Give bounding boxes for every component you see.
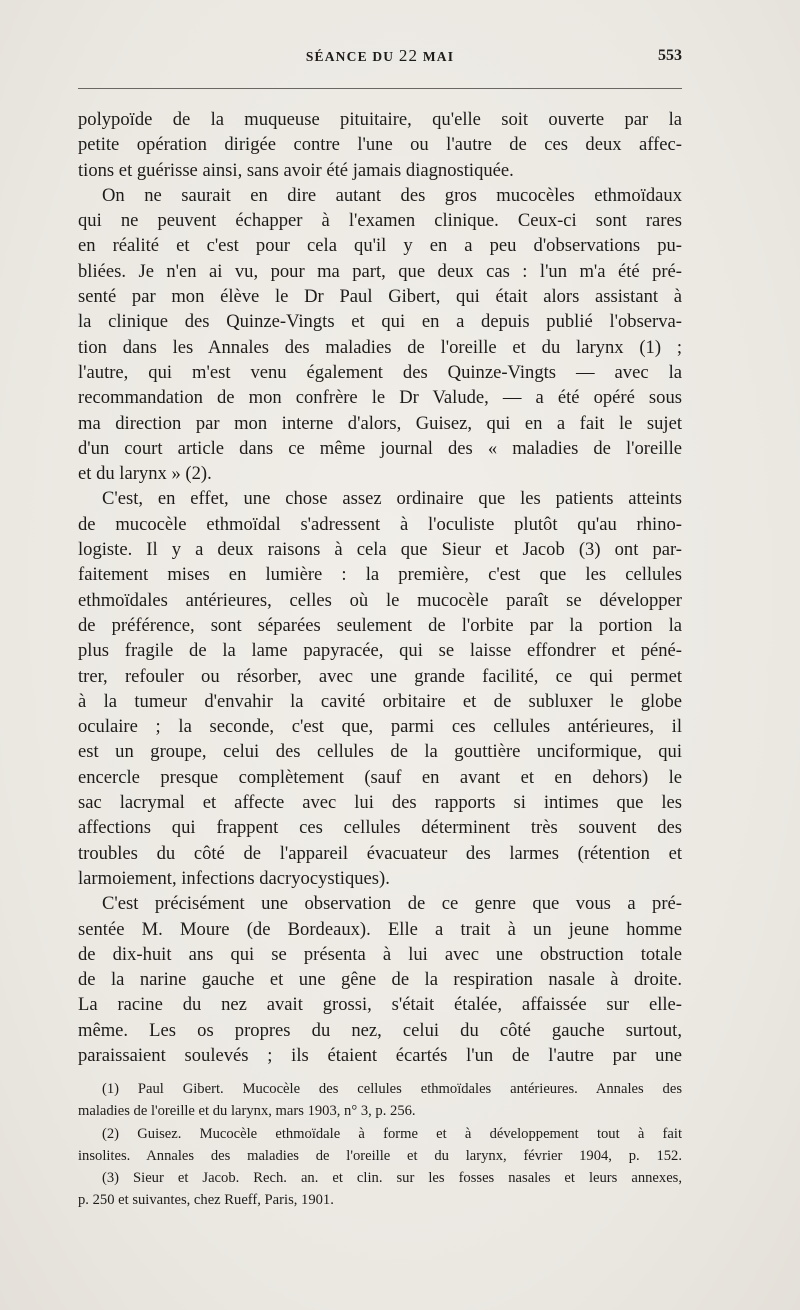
text-line: petite opération dirigée contre l'une ou l'autre de ces deux affec-	[78, 134, 682, 156]
text-line: la clinique des Quinze-Vingts et qui en a depuis publié l'observa-	[78, 311, 682, 333]
text-line: et du larynx » (2).	[78, 463, 212, 485]
footnote-line: insolites. Annales des maladies de l'oreille et du larynx, février 1904, p. 152.	[78, 1147, 682, 1164]
header-rule	[78, 88, 682, 89]
running-title-pre: SÉANCE DU	[305, 49, 395, 64]
footnotes	[78, 1078, 682, 1212]
running-head	[78, 46, 682, 74]
footnote-line: (3) Sieur et Jacob. Rech. an. et clin. sur les fosses nasales et leurs annexes,	[102, 1170, 682, 1187]
text-line: senté par mon élève le Dr Paul Gibert, qui était alors assistant à	[78, 286, 682, 308]
text-line: encercle presque complètement (sauf en avant et en dehors) le	[78, 766, 682, 788]
text-line: tions et guérisse ainsi, sans avoir été jamais diagnostiquée.	[78, 159, 514, 181]
text-line: l'autre, qui m'est venu également des Quinze-Vingts — avec la	[78, 361, 682, 383]
footnote-line: (2) Guisez. Mucocèle ethmoïdale à forme et à développement tout à fait	[102, 1125, 682, 1142]
footnote-line: (1) Paul Gibert. Mucocèle des cellules ethmoïdales antérieures. Annales des	[102, 1081, 682, 1097]
text-line: larmoiement, infections dacryocystiques).	[78, 867, 390, 889]
text-line: ethmoïdales antérieures, celles où le mucocèle paraît se développer	[78, 589, 682, 611]
text-line: ma direction par mon interne d'alors, Guisez, qui en a fait le sujet	[78, 412, 682, 434]
text-line: faitement mises en lumière : la première, c'est que les cellules	[78, 564, 682, 586]
text-line: trer, refouler ou résorber, avec une grande facilité, ce qui permet	[78, 665, 682, 687]
text-line: troubles du côté de l'appareil évacuateur des larmes (rétention et	[78, 842, 682, 864]
body-text	[78, 107, 682, 1068]
text-line: paraissaient soulevés ; ils étaient écartés l'un de l'autre par une	[78, 1044, 682, 1066]
text-line: logiste. Il y a deux raisons à cela que Sieur et Jacob (3) ont par-	[78, 539, 682, 561]
text-line: C'est précisément une observation de ce genre que vous a pré-	[102, 893, 682, 915]
text-line: de préférence, sont séparées seulement de l'orbite par la portion la	[78, 614, 682, 636]
text-line: est un groupe, celui des cellules de la gouttière unciformique, qui	[78, 741, 682, 763]
footnote-line: maladies de l'oreille et du larynx, mars 1903, n° 3, p. 256.	[78, 1103, 416, 1120]
text-line: de dix-huit ans qui se présenta à lui avec une obstruction totale	[78, 943, 682, 965]
text-line: tion dans les Annales des maladies de l'oreille et du larynx (1) ;	[78, 336, 682, 358]
text-line: de mucocèle ethmoïdal s'adressent à l'oculiste plutôt qu'au rhino-	[78, 513, 682, 535]
page-number: 553	[658, 47, 682, 64]
text-line: sac lacrymal et affecte avec lui des rapports si intimes que les	[78, 792, 682, 814]
text-line: de la narine gauche et une gêne de la respiration nasale à droite.	[78, 969, 682, 991]
text-line: qui ne peuvent échapper à l'examen clinique. Ceux-ci sont rares	[78, 210, 682, 232]
text-line: La racine du nez avait grossi, s'était étalée, affaissée sur elle-	[78, 994, 682, 1016]
running-title-day: 22	[398, 46, 419, 65]
text-line: à la tumeur d'envahir la cavité orbitaire et de subluxer le globe	[78, 690, 682, 712]
text-line: en réalité et c'est pour cela qu'il y en a peu d'observations pu-	[78, 235, 682, 257]
text-line: polypoïde de la muqueuse pituitaire, qu'elle soit ouverte par la	[78, 109, 682, 130]
text-line: recommandation de mon confrère le Dr Valude, — a été opéré sous	[78, 387, 682, 409]
text-line: sentée M. Moure (de Bordeaux). Elle a trait à un jeune homme	[78, 918, 682, 940]
text-line: même. Les os propres du nez, celui du côté gauche surtout,	[78, 1019, 682, 1041]
text-line: bliées. Je n'en ai vu, pour ma part, que deux cas : l'un m'a été pré-	[78, 260, 682, 282]
text-line: affections qui frappent ces cellules déterminent très souvent des	[78, 817, 682, 839]
text-line: C'est, en effet, une chose assez ordinaire que les patients atteints	[102, 488, 682, 510]
running-title	[78, 46, 682, 66]
text-line: On ne saurait en dire autant des gros mucocèles ethmoïdaux	[102, 184, 682, 206]
text-line: oculaire ; la seconde, c'est que, parmi ces cellules antérieures, il	[78, 716, 682, 738]
text-line: d'un court article dans ce même journal des « maladies de l'oreille	[78, 437, 682, 459]
footnote-line: p. 250 et suivantes, chez Rueff, Paris, 1901.	[78, 1192, 334, 1209]
text-line: plus fragile de la lame papyracée, qui se laisse effondrer et péné-	[78, 640, 682, 662]
running-title-post: MAI	[422, 49, 455, 64]
